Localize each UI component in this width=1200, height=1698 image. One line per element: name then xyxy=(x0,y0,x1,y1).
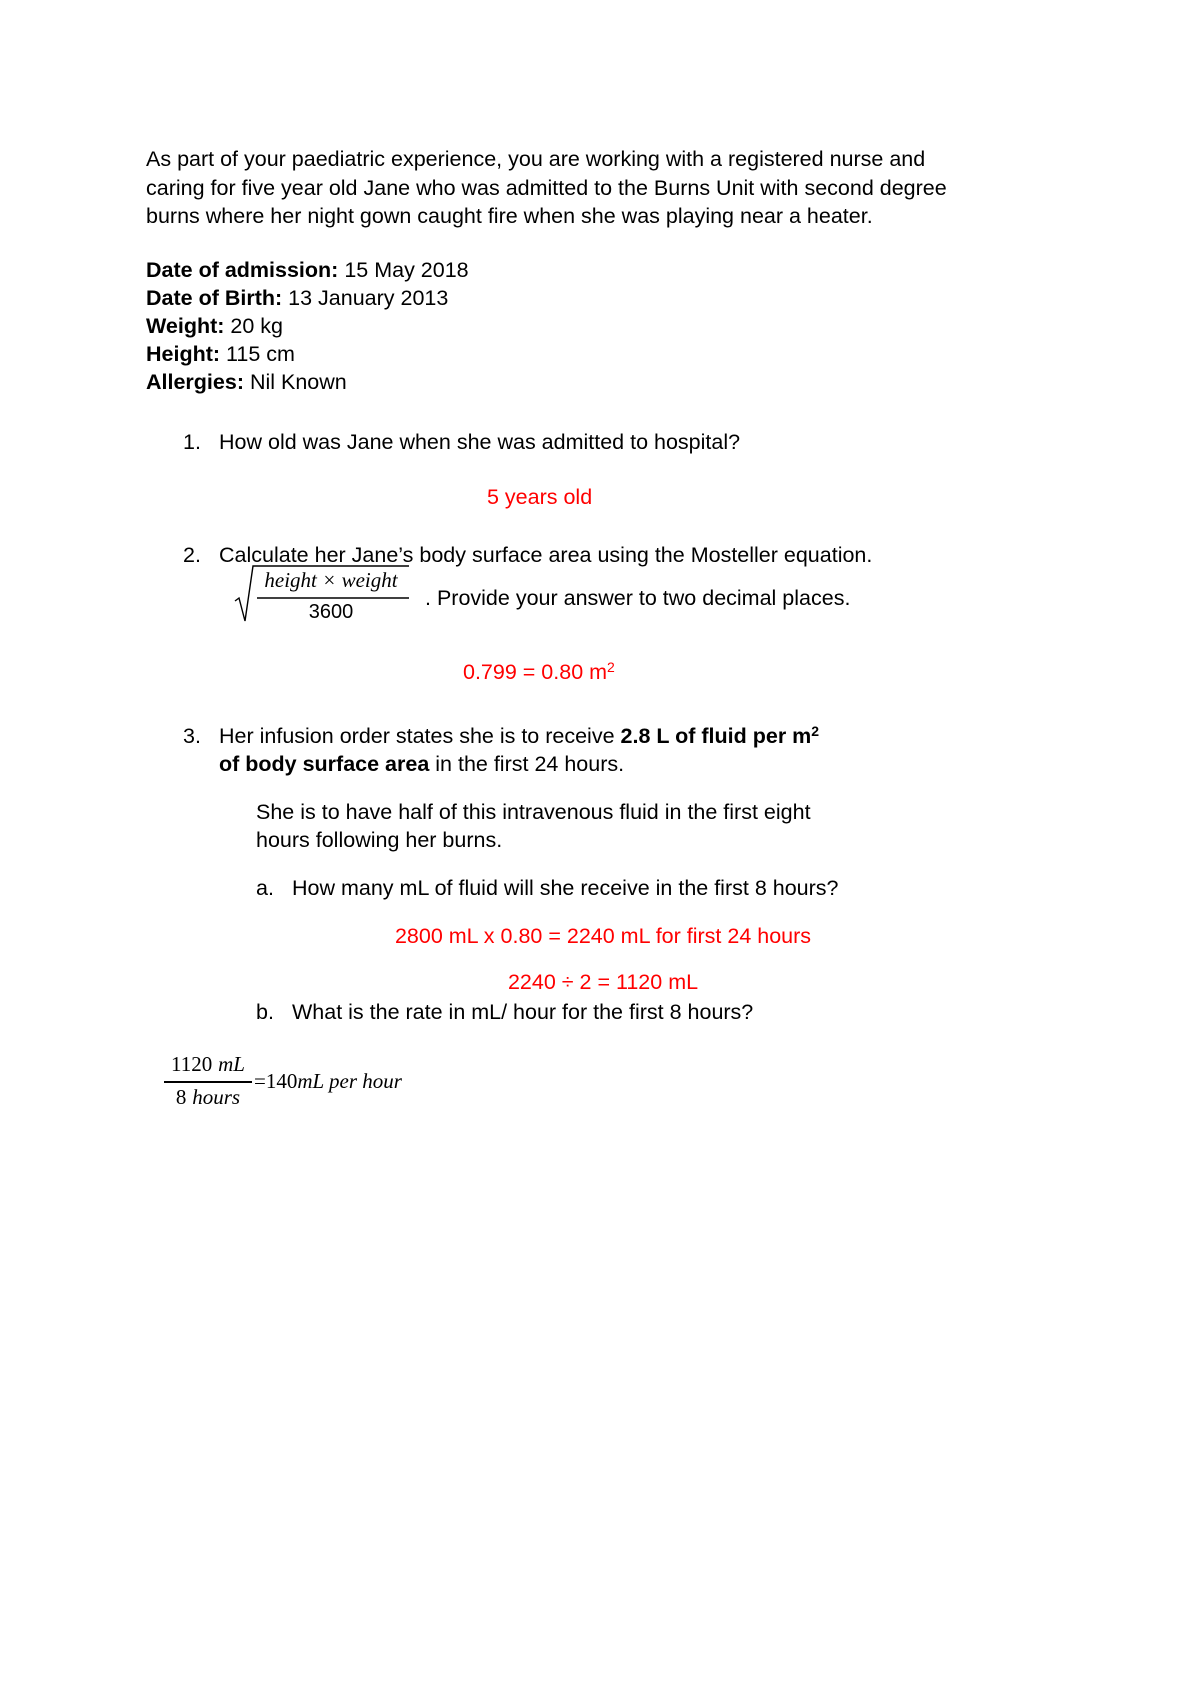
dob-label: Date of Birth: xyxy=(146,286,283,310)
admission-date-row xyxy=(146,256,469,284)
weight-row xyxy=(146,312,469,340)
q3a-label: a. xyxy=(256,876,274,900)
q2-text: Calculate her Jane’s body surface area using the Mosteller equation. xyxy=(219,543,873,567)
q3-paragraph-line2: hours following her burns. xyxy=(256,828,503,852)
intro-line: caring for five year old Jane who was admitted to the Burns Unit with second degree xyxy=(146,175,947,200)
rate-denominator xyxy=(164,1084,252,1111)
rate-denominator-unit: hours xyxy=(192,1085,241,1109)
intro-line: burns where her night gown caught fire when she was playing near a heater. xyxy=(146,204,873,228)
q3-paragraph-line1: She is to have half of this intravenous fluid in the first eight xyxy=(256,800,811,824)
q3-text-bold1-superscript: 2 xyxy=(811,723,820,739)
q3a-answer2: 2240 ÷ 2 = 1120 mL xyxy=(507,970,699,994)
patient-details xyxy=(146,256,469,396)
rate-calculation xyxy=(160,1051,460,1115)
q2-answer-superscript: 2 xyxy=(607,659,615,675)
formula-denominator: 3600 xyxy=(308,601,354,623)
q3-number: 3. xyxy=(183,724,201,748)
q2-answer-text: 0.799 = 0.80 m xyxy=(463,660,608,684)
intro-paragraph xyxy=(146,145,1086,231)
mosteller-formula xyxy=(233,563,413,629)
height-label: Height: xyxy=(146,342,221,366)
rate-numerator xyxy=(164,1051,252,1078)
height-value: 115 cm xyxy=(220,342,295,366)
intro-line: As part of your paediatric experience, you are working with a registered nurse and xyxy=(146,147,926,171)
q3a-answer1: 2800 mL x 0.80 = 2240 mL for first 24 hours xyxy=(394,924,812,948)
rate-result xyxy=(254,1068,402,1095)
q1-answer: 5 years old xyxy=(487,485,593,509)
q3a-text: How many mL of fluid will she receive in the first 8 hours? xyxy=(292,876,839,900)
q1-text: How old was Jane when she was admitted to hospital? xyxy=(219,430,741,454)
fraction-bar xyxy=(164,1081,252,1083)
q3-text-post: in the first 24 hours. xyxy=(429,752,625,776)
allergies-label: Allergies: xyxy=(146,370,244,394)
q3-line2 xyxy=(219,750,624,778)
q2-number: 2. xyxy=(183,543,201,567)
rate-result-unit: mL per hour xyxy=(297,1069,402,1093)
q2-text-after: . Provide your answer to two decimal places. xyxy=(425,586,851,610)
dob-value: 13 January 2013 xyxy=(282,286,449,310)
weight-value: 20 kg xyxy=(224,314,283,338)
allergies-value: Nil Known xyxy=(243,370,347,394)
dob-row xyxy=(146,284,469,312)
allergies-row xyxy=(146,368,469,396)
q3-text-bold1: 2.8 L of fluid per m xyxy=(620,724,812,748)
rate-denominator-value: 8 xyxy=(175,1085,187,1109)
formula-numerator: height × weight xyxy=(264,568,398,592)
q3-text-bold2: of body surface area xyxy=(219,752,430,776)
q3-text-pre: Her infusion order states she is to receive xyxy=(219,724,621,748)
weight-label: Weight: xyxy=(146,314,225,338)
rate-numerator-unit: mL xyxy=(218,1052,245,1076)
q3b-label: b. xyxy=(256,1000,274,1024)
q3b-text: What is the rate in mL/ hour for the first 8 hours? xyxy=(292,1000,754,1024)
admission-date-label: Date of admission: xyxy=(146,258,339,282)
q2-answer xyxy=(463,658,615,686)
q3-line1 xyxy=(219,722,819,750)
rate-result-value: =140 xyxy=(254,1069,298,1093)
q1-number: 1. xyxy=(183,430,201,454)
rate-numerator-value: 1120 xyxy=(171,1052,213,1076)
admission-date-value: 15 May 2018 xyxy=(338,258,469,282)
height-row xyxy=(146,340,469,368)
